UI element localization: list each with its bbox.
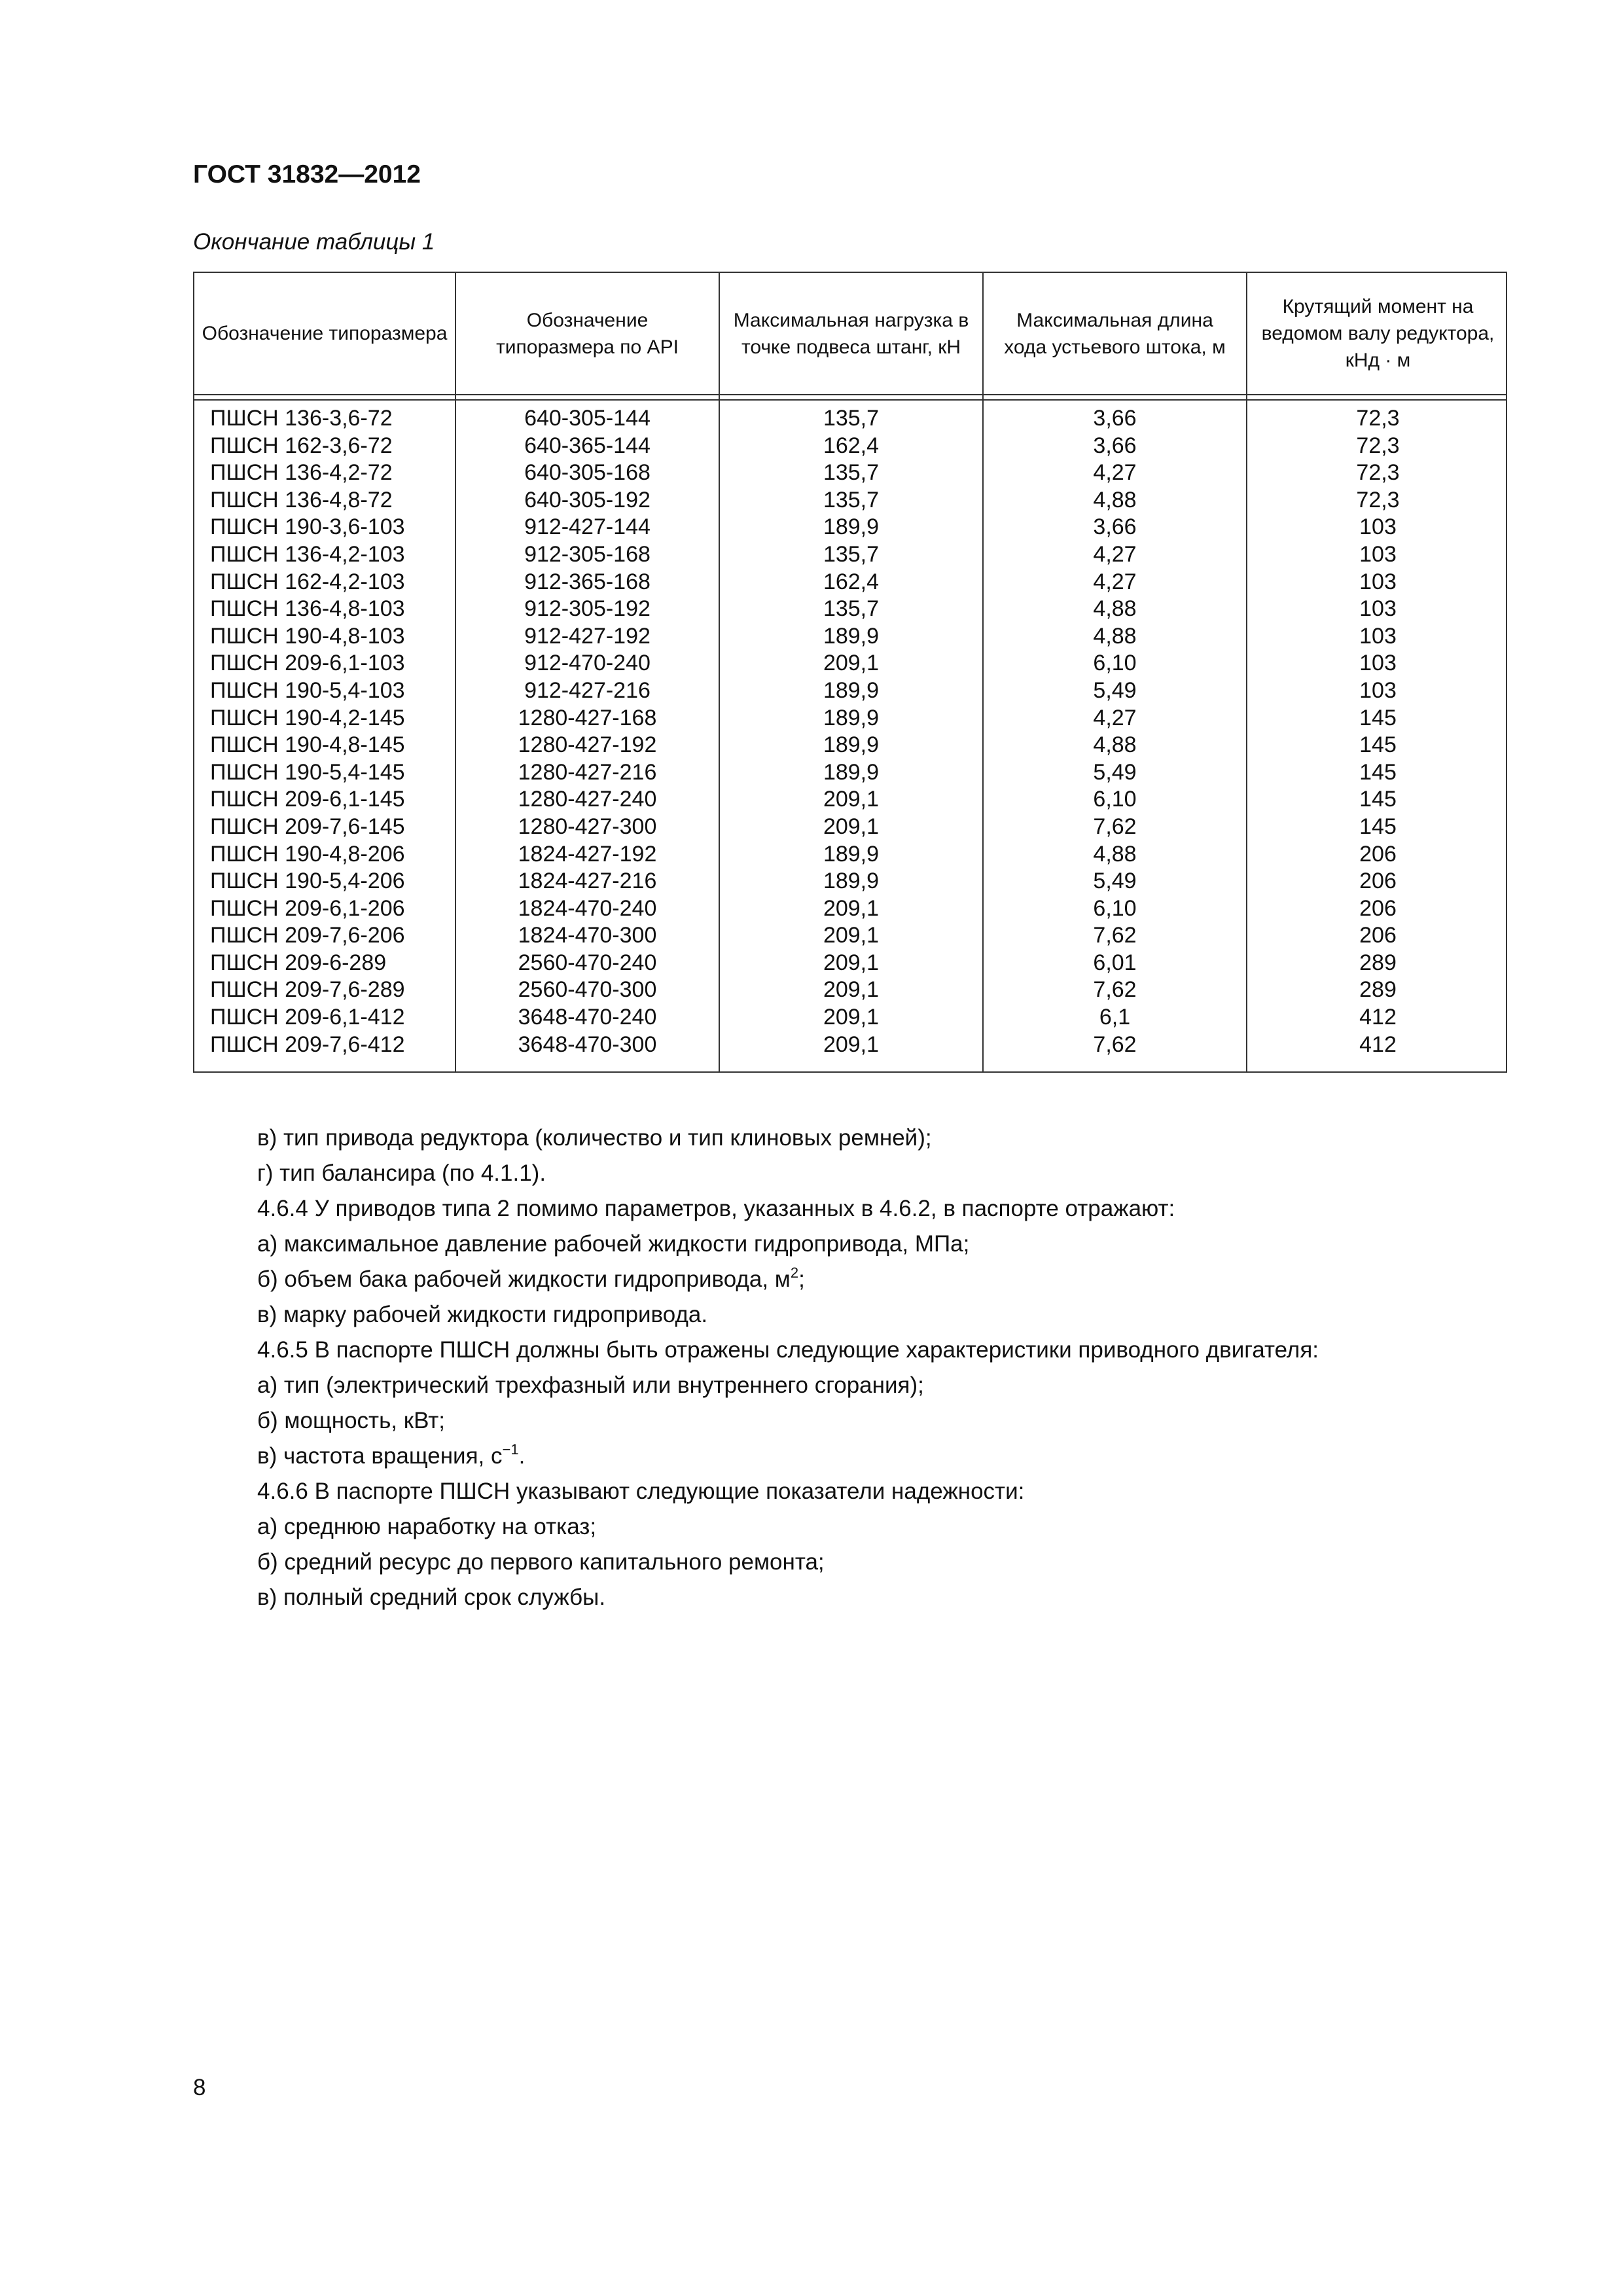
table-cell: 206 xyxy=(1359,841,1397,867)
paragraph: в) полный средний срок службы. xyxy=(257,1585,606,1610)
table-cell: 3,66 xyxy=(1093,406,1137,431)
table-cell: 145 xyxy=(1359,787,1397,812)
table-cell: ПШСН 190-4,8-103 xyxy=(210,623,405,649)
column-max-stroke xyxy=(984,405,1246,1058)
paragraph: а) максимальное давление рабочей жидкости гидропривода, МПа; xyxy=(257,1231,970,1257)
paragraph: б) мощность, кВт; xyxy=(257,1408,446,1433)
table-cell: ПШСН 190-4,2-145 xyxy=(210,705,405,730)
table-cell: 145 xyxy=(1359,732,1397,758)
table-cell: 72,3 xyxy=(1356,460,1400,486)
column-torque xyxy=(1247,405,1508,1058)
table-cell: 135,7 xyxy=(823,596,880,622)
paragraph-text: ; xyxy=(798,1266,805,1292)
table-cell: 162,4 xyxy=(823,433,880,458)
table-cell: 189,9 xyxy=(823,677,880,703)
table-cell: 189,9 xyxy=(823,732,880,758)
table-cell: ПШСН 190-4,8-206 xyxy=(210,841,405,867)
page-number: 8 xyxy=(193,2075,206,2100)
table-cell: ПШСН 190-3,6-103 xyxy=(210,514,405,540)
table-cell: 1824-427-192 xyxy=(518,841,657,867)
table-cell: 7,62 xyxy=(1093,923,1137,948)
table-cell: 912-365-168 xyxy=(524,569,651,594)
table-cell: 103 xyxy=(1359,677,1397,703)
table-cell: 6,10 xyxy=(1093,651,1137,676)
paragraph: а) тип (электрический трехфазный или внутреннего сгорания); xyxy=(257,1372,924,1398)
table-cell: 209,1 xyxy=(823,895,880,921)
table-cell: 103 xyxy=(1359,623,1397,649)
paragraph: г) тип балансира (по 4.1.1). xyxy=(257,1160,546,1186)
paragraph xyxy=(193,1439,1507,1474)
table-cell: 209,1 xyxy=(823,1031,880,1057)
table-cell: 912-305-192 xyxy=(524,596,651,622)
superscript: 2 xyxy=(790,1265,799,1281)
table-cell: 4,27 xyxy=(1093,460,1137,486)
table-cell: 289 xyxy=(1359,950,1397,975)
table-cell: 912-305-168 xyxy=(524,541,651,567)
table-cell: 1824-470-300 xyxy=(518,923,657,948)
table-cell: 3,66 xyxy=(1093,514,1137,540)
table-cell: ПШСН 209-7,6-289 xyxy=(210,977,405,1003)
table-cell: 2560-470-240 xyxy=(518,950,657,975)
table-cell: ПШСН 136-4,8-103 xyxy=(210,596,405,622)
table-header-max-stroke: Максимальная длина хода устьевого штока, м xyxy=(1004,309,1226,358)
table-cell: 3648-470-240 xyxy=(518,1005,657,1030)
table-cell: 3648-470-300 xyxy=(518,1031,657,1057)
table-cell: ПШСН 209-7,6-206 xyxy=(210,923,405,948)
table-cell: 206 xyxy=(1359,869,1397,894)
table-cell: 4,88 xyxy=(1093,623,1137,649)
table-caption: Окончание таблицы 1 xyxy=(193,229,435,255)
table-cell: 5,49 xyxy=(1093,869,1137,894)
table-cell: ПШСН 136-4,2-72 xyxy=(210,460,393,486)
table-cell: ПШСН 209-7,6-145 xyxy=(210,814,405,839)
table-cell: 912-427-216 xyxy=(524,677,651,703)
table-cell: 912-427-144 xyxy=(524,514,651,540)
paragraph xyxy=(193,1262,1507,1297)
header-divider-double xyxy=(194,399,1506,401)
table-cell: 189,9 xyxy=(823,841,880,867)
table-cell: 4,27 xyxy=(1093,569,1137,594)
paragraph-text: . xyxy=(518,1443,526,1469)
table-header-api-designation: Обозначение типоразмера по API xyxy=(496,309,679,358)
table-cell: 7,62 xyxy=(1093,1031,1137,1057)
table-cell: 209,1 xyxy=(823,977,880,1003)
table-cell: 72,3 xyxy=(1356,433,1400,458)
table-cell: ПШСН 209-6,1-103 xyxy=(210,651,405,676)
table-cell: 640-305-168 xyxy=(524,460,651,486)
table-cell: 206 xyxy=(1359,895,1397,921)
table-cell: 7,62 xyxy=(1093,814,1137,839)
document-code: ГОСТ 31832—2012 xyxy=(193,160,421,188)
table-cell: 2560-470-300 xyxy=(518,977,657,1003)
table-cell: 103 xyxy=(1359,541,1397,567)
table-cell: 6,10 xyxy=(1093,787,1137,812)
specs-table xyxy=(193,272,1507,1073)
table-cell: 162,4 xyxy=(823,569,880,594)
table-cell: ПШСН 209-6,1-145 xyxy=(210,787,405,812)
paragraph-text: в) частота вращения, с xyxy=(257,1443,503,1469)
table-cell: ПШСН 136-3,6-72 xyxy=(210,406,393,431)
column-designation xyxy=(210,405,452,1058)
table-cell: 1280-427-216 xyxy=(518,759,657,785)
table-cell: 209,1 xyxy=(823,923,880,948)
table-header-max-load: Максимальная нагрузка в точке подвеса штанг, кН xyxy=(733,309,969,358)
table-cell: 912-470-240 xyxy=(524,651,651,676)
table-cell: 135,7 xyxy=(823,487,880,512)
table-cell: ПШСН 190-4,8-145 xyxy=(210,732,405,758)
table-cell: 135,7 xyxy=(823,541,880,567)
paragraph: 4.6.6 В паспорте ПШСН указывают следующие показатели надежности: xyxy=(257,1479,1025,1504)
table-cell: 206 xyxy=(1359,923,1397,948)
table-cell: 145 xyxy=(1359,814,1397,839)
table-cell: ПШСН 136-4,8-72 xyxy=(210,487,393,512)
table-cell: ПШСН 209-7,6-412 xyxy=(210,1031,405,1057)
table-cell: ПШСН 162-3,6-72 xyxy=(210,433,393,458)
table-cell: 4,27 xyxy=(1093,541,1137,567)
table-cell: ПШСН 190-5,4-206 xyxy=(210,869,405,894)
column-api-designation xyxy=(456,405,719,1058)
table-cell: 189,9 xyxy=(823,759,880,785)
table-cell: 4,88 xyxy=(1093,841,1137,867)
table-cell: 6,01 xyxy=(1093,950,1137,975)
table-cell: 1824-427-216 xyxy=(518,869,657,894)
table-cell: 135,7 xyxy=(823,460,880,486)
table-cell: 103 xyxy=(1359,514,1397,540)
body-text xyxy=(193,1121,1507,1615)
table-cell: 145 xyxy=(1359,759,1397,785)
table-cell: 640-365-144 xyxy=(524,433,651,458)
table-cell: 5,49 xyxy=(1093,759,1137,785)
table-cell: 4,27 xyxy=(1093,705,1137,730)
table-cell: 3,66 xyxy=(1093,433,1137,458)
table-cell: 6,1 xyxy=(1099,1005,1131,1030)
superscript: −1 xyxy=(502,1441,519,1458)
table-cell: 103 xyxy=(1359,651,1397,676)
header-divider xyxy=(194,394,1506,395)
paragraph: а) среднюю наработку на отказ; xyxy=(257,1514,597,1539)
table-cell: 1280-427-300 xyxy=(518,814,657,839)
table-cell: 5,49 xyxy=(1093,677,1137,703)
table-cell: 412 xyxy=(1359,1005,1397,1030)
paragraph-text: б) объем бака рабочей жидкости гидропривода, м xyxy=(257,1266,791,1292)
table-cell: 72,3 xyxy=(1356,406,1400,431)
column-max-load xyxy=(720,405,982,1058)
table-cell: 4,88 xyxy=(1093,596,1137,622)
table-cell: 1280-427-168 xyxy=(518,705,657,730)
table-cell: ПШСН 136-4,2-103 xyxy=(210,541,405,567)
table-cell: 145 xyxy=(1359,705,1397,730)
table-cell: 72,3 xyxy=(1356,487,1400,512)
table-cell: 189,9 xyxy=(823,705,880,730)
paragraph: б) средний ресурс до первого капитального ремонта; xyxy=(257,1549,825,1575)
paragraph: 4.6.4 У приводов типа 2 помимо параметров, указанных в 4.6.2, в паспорте отражают: xyxy=(257,1196,1175,1221)
paragraph: в) тип привода редуктора (количество и тип клиновых ремней); xyxy=(257,1125,932,1151)
table-cell: 4,88 xyxy=(1093,487,1137,512)
table-cell: 209,1 xyxy=(823,1005,880,1030)
table-cell: 189,9 xyxy=(823,514,880,540)
table-cell: 289 xyxy=(1359,977,1397,1003)
table-cell: 1280-427-240 xyxy=(518,787,657,812)
table-cell: ПШСН 190-5,4-103 xyxy=(210,677,405,703)
table-cell: ПШСН 190-5,4-145 xyxy=(210,759,405,785)
table-cell: 189,9 xyxy=(823,623,880,649)
table-cell: 412 xyxy=(1359,1031,1397,1057)
table-header-designation: Обозначение типоразмера xyxy=(202,323,448,344)
table-cell: 135,7 xyxy=(823,406,880,431)
table-cell: 209,1 xyxy=(823,950,880,975)
table-cell: ПШСН 209-6,1-206 xyxy=(210,895,405,921)
table-cell: 103 xyxy=(1359,569,1397,594)
table-cell: 6,10 xyxy=(1093,895,1137,921)
paragraph: в) марку рабочей жидкости гидропривода. xyxy=(257,1302,708,1327)
paragraph: 4.6.5 В паспорте ПШСН должны быть отражены следующие характеристики приводного двигателя: xyxy=(257,1337,1319,1363)
table-cell: 640-305-192 xyxy=(524,487,651,512)
table-cell: ПШСН 162-4,2-103 xyxy=(210,569,405,594)
table-cell: 640-305-144 xyxy=(524,406,651,431)
table-cell: 4,88 xyxy=(1093,732,1137,758)
table-cell: 209,1 xyxy=(823,651,880,676)
table-cell: ПШСН 209-6,1-412 xyxy=(210,1005,405,1030)
table-cell: 103 xyxy=(1359,596,1397,622)
table-cell: 1280-427-192 xyxy=(518,732,657,758)
table-cell: 209,1 xyxy=(823,787,880,812)
table-cell: 1824-470-240 xyxy=(518,895,657,921)
table-cell: 912-427-192 xyxy=(524,623,651,649)
table-cell: ПШСН 209-6-289 xyxy=(210,950,387,975)
table-cell: 209,1 xyxy=(823,814,880,839)
table-cell: 189,9 xyxy=(823,869,880,894)
table-cell: 7,62 xyxy=(1093,977,1137,1003)
table-header-torque: Крутящий момент на ведомом валу редуктора, кНд · м xyxy=(1261,296,1495,371)
